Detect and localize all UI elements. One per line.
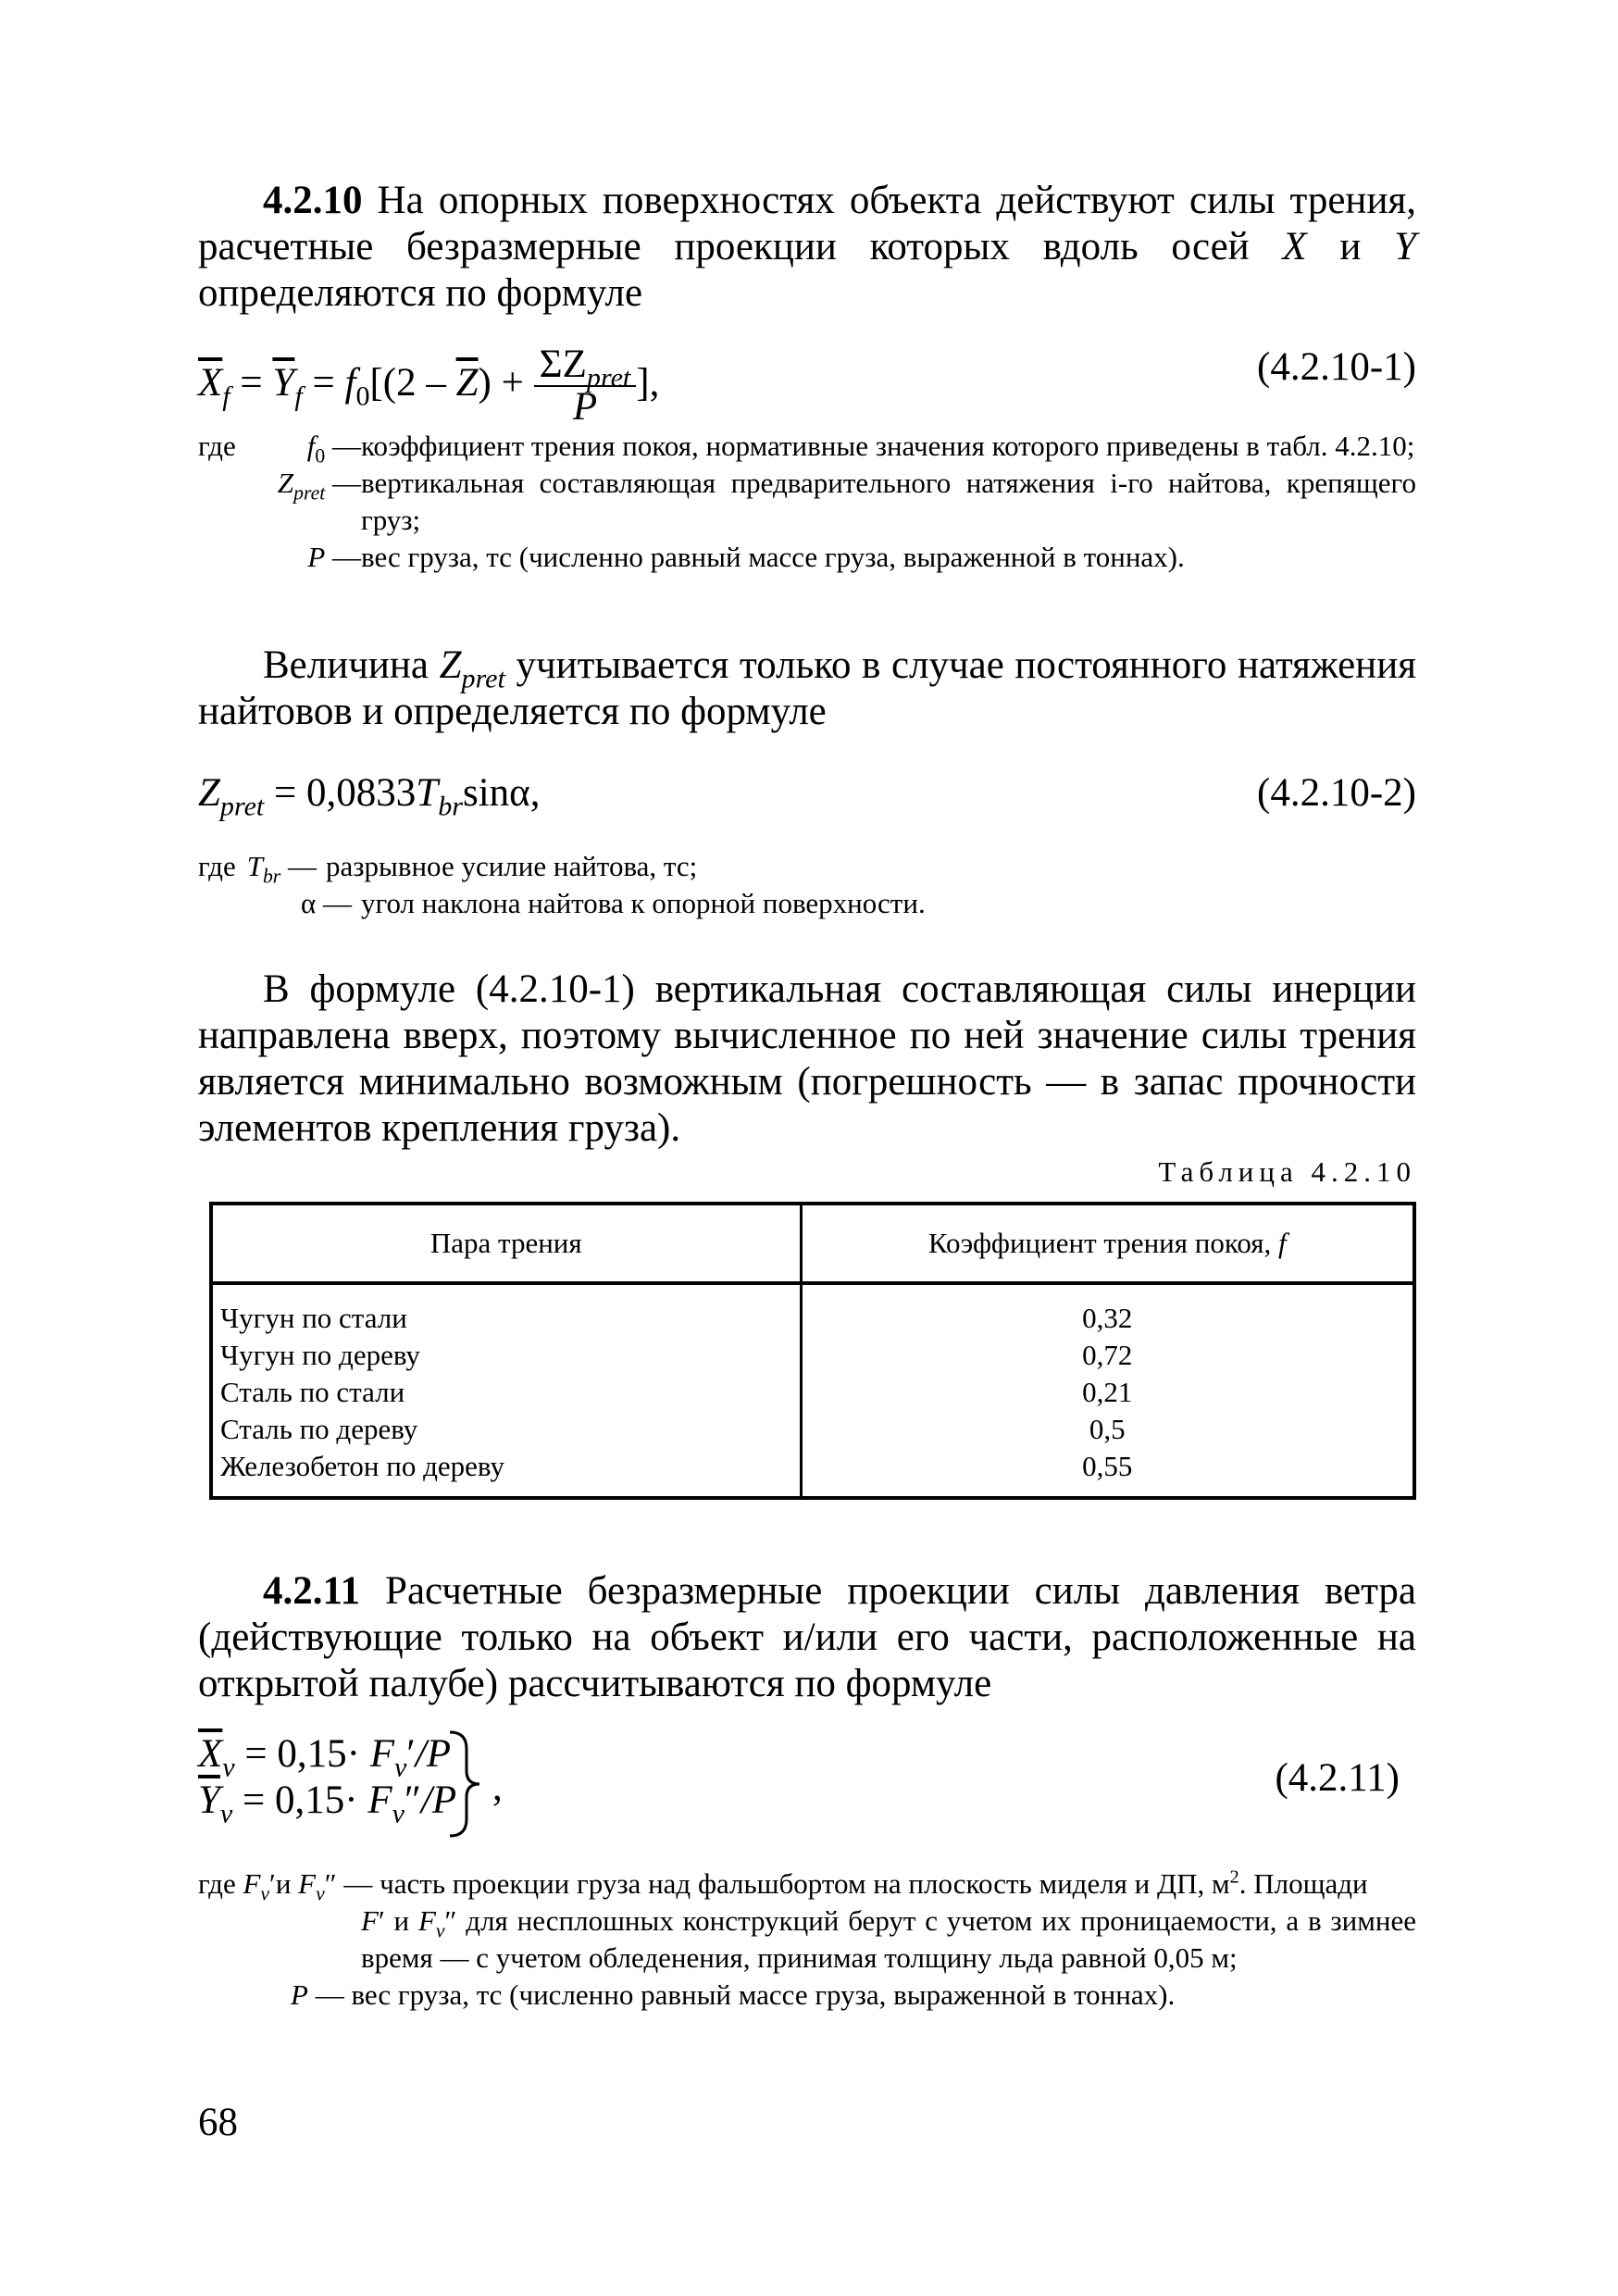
table-cell: Сталь по дереву — [220, 1413, 418, 1445]
table-cell: 0,21 — [1082, 1376, 1133, 1408]
column-header-pair: Пара трения — [211, 1204, 801, 1283]
fraction: $\frac{\Sigma Z_{pret}}{P}$ — [534, 344, 637, 428]
table-header-row — [211, 1204, 1414, 1283]
table-cell: Железобетон по дереву — [220, 1450, 504, 1482]
zpret-paragraph: Величина $Z_{pret}$ учитывается только в случае постоянного натяжения найтовов и определяется по формуле — [198, 643, 1416, 733]
table-cell: 0,55 — [1082, 1450, 1133, 1482]
where-item: F′ и $F_v''$ для несплошных конструкций берут с учетом их проницаемости, а в зимнее время — с учетом обледенения, принимая толщину льда равной 0,05 м; — [361, 1904, 1416, 1974]
inertia-paragraph: В формуле (4.2.10-1) вертикальная составляющая силы инерции направлена вверх, поэтому вычисленное по ней значение силы трения является минимально возможным (погрешность — в запас прочности элементов крепления груза). — [198, 967, 1416, 1150]
table-cell: 0,72 — [1082, 1339, 1133, 1371]
table-cell: Чугун по дереву — [220, 1339, 420, 1371]
equation-number: (4.2.10-1) — [1257, 345, 1416, 389]
page-number: 68 — [198, 2101, 238, 2144]
right-brace-icon — [442, 1728, 498, 1840]
where-block-2: где $T_{br}$ — разрывное усилие найтова, тс; α — угол наклона найтова к опорной поверхности. — [198, 848, 1416, 922]
value-column — [801, 1283, 1414, 1498]
table-body — [211, 1283, 1414, 1498]
where-item: $T_{br}$ — разрывное усилие найтова, тс; — [246, 850, 698, 888]
section-4-2-10-paragraph: 4.2.10 На опорных поверхностях объекта действуют силы трения, расчетные безразмерные проекции которых вдоль осей X и Y определяются по формуле — [198, 179, 1416, 315]
formula-body — [198, 1731, 457, 1829]
section-number: 4.2.11 — [263, 1569, 361, 1613]
table-cell: Сталь по стали — [220, 1376, 405, 1408]
section-number: 4.2.10 — [263, 179, 363, 222]
where-item: где $F_v'и$ $F_v''$ — часть проекции груза над фальшбортом на плоскость миделя и ДП, $м^2$. Площади — [198, 1866, 1368, 1905]
where-block-1: где $f_0$ — коэффициент трения покоя, нормативные значения которого приведены в табл. 4.2.10; $Z_{pret}$ — вертикальная составляющая предварительного натяжения i-го найтова, крепящего груз; P — вес груза, тс (численно равный массе груза, выраженной в тоннах). — [198, 428, 1416, 576]
where-item: α — угол наклона найтова к опорной поверхности. — [301, 887, 926, 919]
table-cell: 0,32 — [1082, 1302, 1133, 1334]
column-header-coefficient: Коэффициент трения покоя, f — [801, 1204, 1414, 1283]
where-block-3 — [198, 1866, 1416, 2014]
formula-row: $\overline{X}_v = 0,15\cdot F_v'/P$ — [198, 1732, 451, 1783]
where-item: $Z_{pret}$ — вертикальная составляющая предварительного натяжения i-го найтова, крепящего груз; — [277, 467, 1416, 536]
table-cell: 0,5 — [1089, 1413, 1126, 1445]
where-item: P — вес груза, тс (численно равный массе груза, выраженной в тоннах). — [307, 541, 1185, 573]
pair-column — [211, 1283, 801, 1498]
friction-table — [209, 1202, 1416, 1500]
table-caption: Таблица 4.2.10 — [1158, 1155, 1416, 1188]
where-item: $f_0$ — коэффициент трения покоя, нормативные значения которого приведены в табл. 4.2.10; — [306, 430, 1415, 468]
section-4-2-11-paragraph: 4.2.11 Расчетные безразмерные проекции силы давления ветра (действующие только на объект и/или его части, расположенные на открытой палубе) рассчитываются по формуле — [198, 1569, 1416, 1705]
equation-number: (4.2.10-2) — [1257, 771, 1416, 815]
formula-4-2-11: $\overline{X}_v = 0,15\cdot F_v'/P$ $\overline{Y}_v = 0,15\cdot F_v''/P$ , (4.2.11) — [198, 1732, 1400, 1829]
where-item: P — вес груза, тс (численно равный массе груза, выраженной в тоннах). — [291, 1978, 1176, 2011]
formula-body: $\overline{X}_f = \overline{Y}_f = f_0[(2 - \overline{Z})$ + $\frac{\Sigma Z_{pret}}{P}$ ], — [198, 343, 660, 429]
formula-4-2-10-1 — [198, 322, 1416, 429]
equation-number: (4.2.11) — [1275, 1756, 1400, 1800]
formula-body: $Z_{pret} = 0,0833T_{br}\sin\alpha$, — [198, 771, 541, 822]
formula-row: $\overline{Y}_v = 0,15\cdot F_v''/P$ — [198, 1778, 457, 1829]
table-cell: Чугун по стали — [220, 1302, 407, 1334]
